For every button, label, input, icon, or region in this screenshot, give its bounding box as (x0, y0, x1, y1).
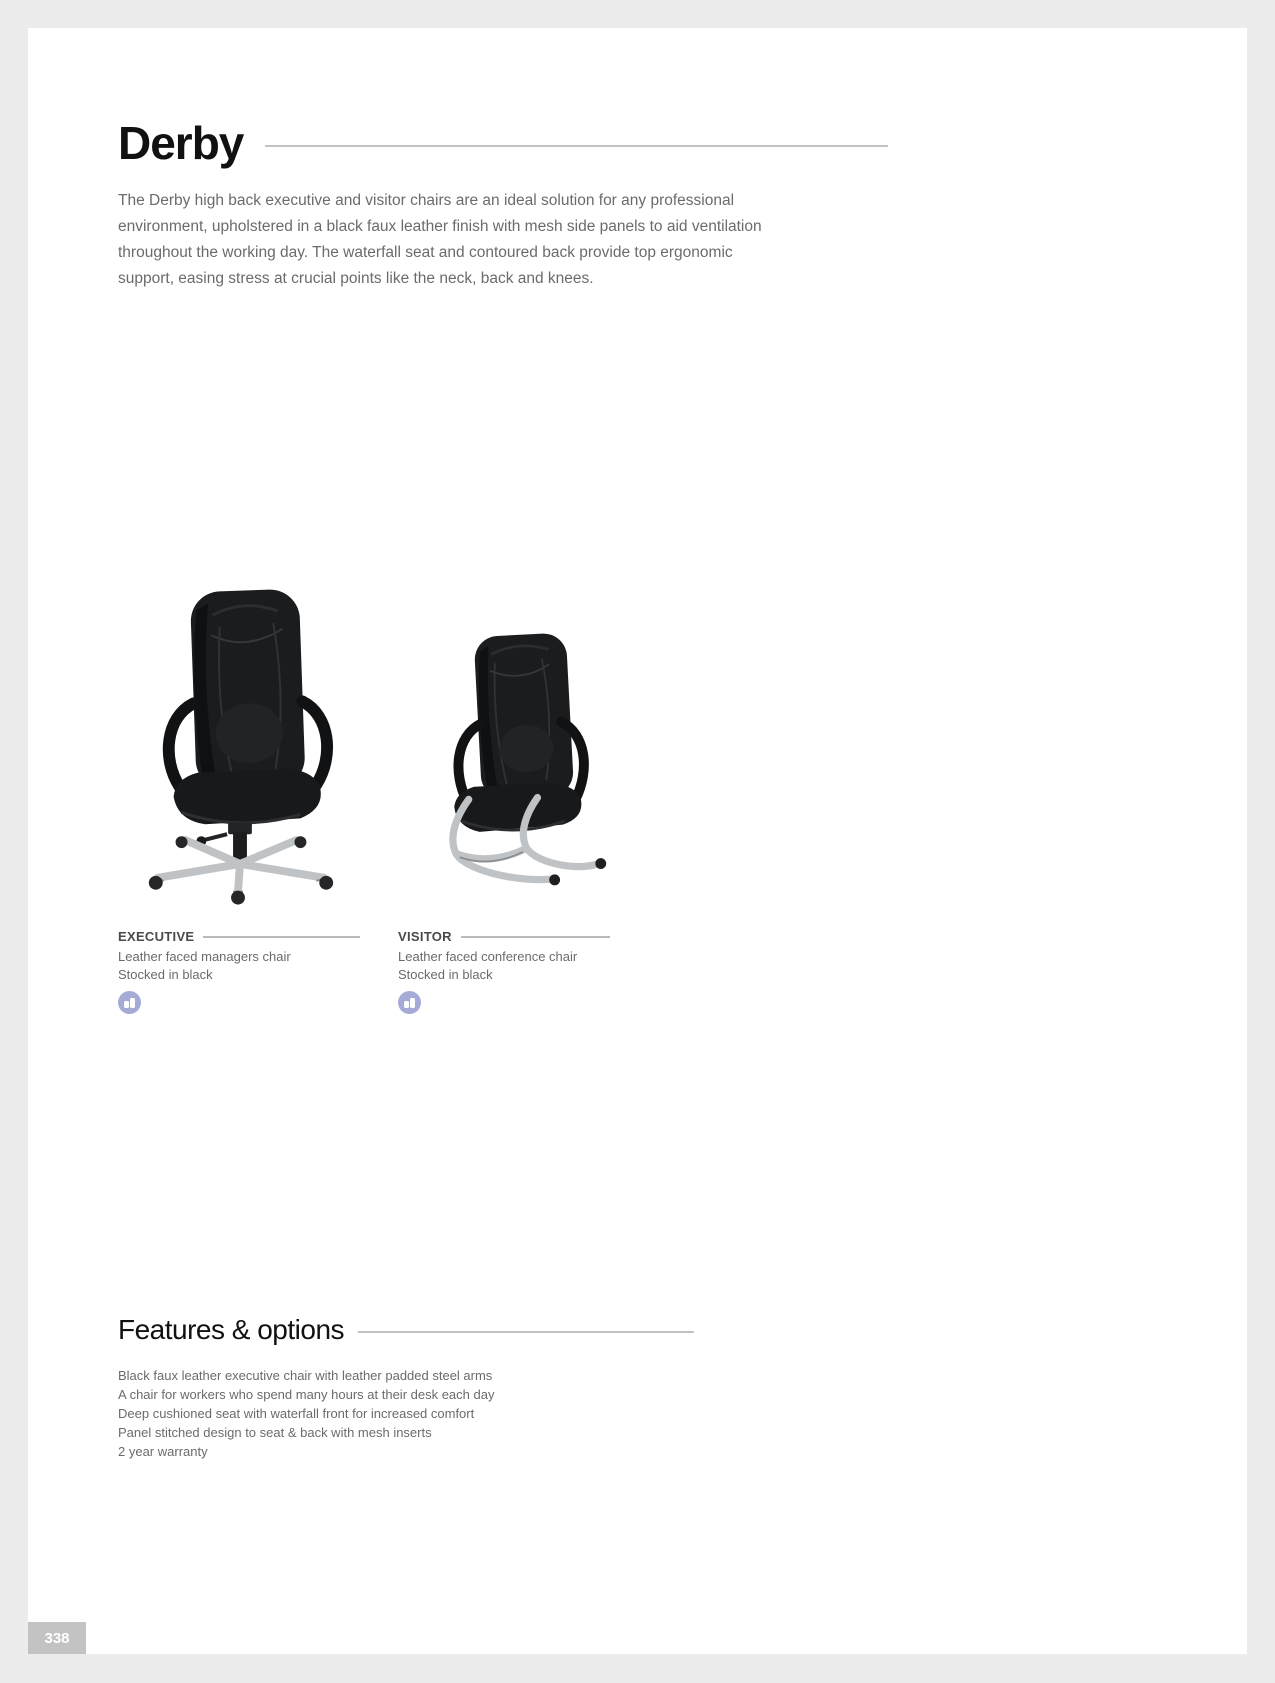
product-description (398, 948, 610, 984)
intro-line: throughout the working day. The waterfall seat and contoured back provide top ergonomic (118, 244, 733, 261)
product-description (118, 948, 360, 984)
intro-line: environment, upholstered in a black faux leather finish with mesh side panels to aid ventilation (118, 218, 762, 235)
page-title-row (118, 117, 888, 169)
product-desc-line: Leather faced conference chair (398, 949, 578, 964)
bar-chart-icon-tall-bar (130, 998, 135, 1008)
intro-paragraph (118, 188, 838, 292)
page-title: Derby (118, 117, 244, 169)
product-desc-line: Stocked in black (398, 967, 493, 982)
feature-item: 2 year warranty (118, 1444, 208, 1459)
features-list (118, 1366, 718, 1461)
bar-chart-icon (398, 991, 421, 1014)
features-rule (358, 1331, 694, 1333)
bar-chart-icon-small-bar (124, 1001, 129, 1008)
visitor-cantilever-chair-photo (400, 615, 608, 915)
features-heading: Features & options (118, 1314, 345, 1345)
executive-high-back-swivel-chair-photo (130, 581, 348, 915)
bar-chart-icon-small-bar (404, 1001, 409, 1008)
product-card-visitor (398, 581, 610, 1014)
product-name: EXECUTIVE (118, 929, 195, 944)
feature-item: Panel stitched design to seat & back with mesh inserts (118, 1425, 432, 1440)
bar-chart-icon-tall-bar (410, 998, 415, 1008)
product-rule (203, 936, 360, 938)
product-rule (461, 936, 610, 938)
title-rule (265, 145, 888, 147)
visitor-chair-image (398, 581, 610, 915)
page-number-badge: 338 (28, 1622, 86, 1654)
product-desc-line: Leather faced managers chair (118, 949, 291, 964)
intro-line: support, easing stress at crucial points like the neck, back and knees. (118, 270, 594, 287)
feature-item: A chair for workers who spend many hours at their desk each day (118, 1387, 495, 1402)
product-header (398, 929, 610, 944)
bar-chart-icon (118, 991, 141, 1014)
feature-item: Black faux leather executive chair with leather padded steel arms (118, 1368, 493, 1383)
product-header (118, 929, 360, 944)
feature-item: Deep cushioned seat with waterfall front for increased comfort (118, 1406, 475, 1421)
product-card-executive (118, 581, 360, 1014)
features-heading-row (118, 1316, 694, 1344)
product-desc-line: Stocked in black (118, 967, 213, 982)
executive-chair-image (118, 581, 360, 915)
catalog-page-sheet (28, 28, 1247, 1654)
intro-line: The Derby high back executive and visitor chairs are an ideal solution for any professional (118, 192, 735, 209)
product-name: VISITOR (398, 929, 452, 944)
